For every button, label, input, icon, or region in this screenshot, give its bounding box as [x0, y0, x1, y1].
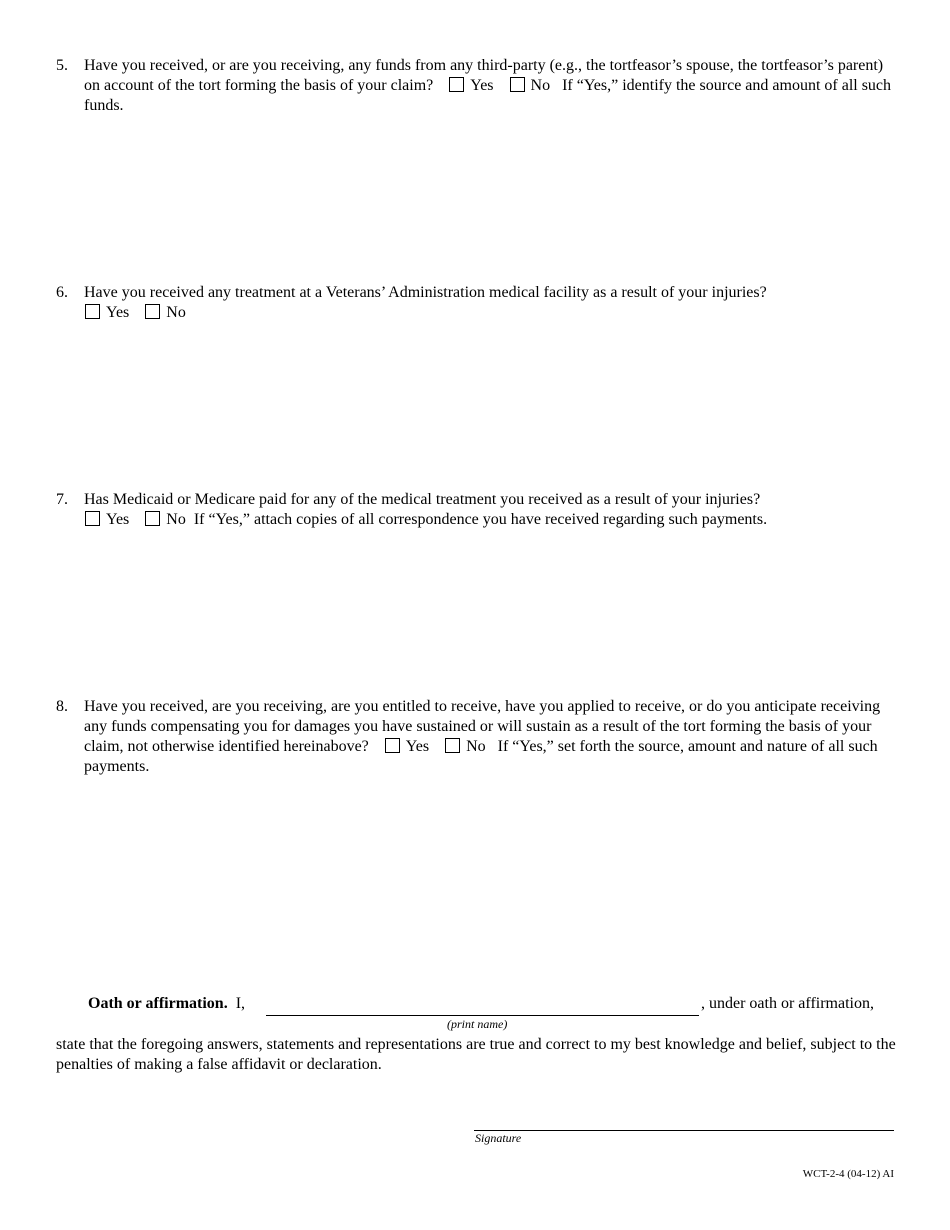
question-text: Have you received, or are you receiving, any funds from any third-party (e.g., the tortfeasor’s spouse, the tortfeasor’s parent) on account of the tort forming the basis of your claim? [84, 57, 884, 94]
question-number: 8. [56, 698, 68, 715]
no-label: No [530, 77, 551, 94]
question-number: 6. [56, 284, 68, 301]
question-5 [56, 56, 896, 116]
question-text: Have you received, are you receiving, are you entitled to receive, have you applied to receive, or do you anticipate receiving any funds compensating you for damages you have sustained or will sustain as a result of the tort forming the basis of your claim, not otherwise identified hereinabove? [84, 698, 881, 755]
no-checkbox[interactable] [145, 511, 160, 526]
yes-checkbox[interactable] [85, 511, 100, 526]
question-instruction: If “Yes,” attach copies of all correspondence you have received regarding such payments. [193, 511, 768, 528]
signature-caption: Signature [475, 1131, 522, 1145]
question-6 [56, 283, 896, 323]
question-instruction: If “Yes,” identify the source and amount of all such funds. [84, 77, 892, 114]
question-number: 5. [56, 57, 68, 74]
no-checkbox[interactable] [510, 77, 525, 92]
yes-label: Yes [106, 511, 130, 528]
oath-lead-text: I, [235, 995, 246, 1012]
oath-under-text: , under oath or affirmation, [701, 995, 874, 1012]
yes-label: Yes [106, 304, 130, 321]
no-checkbox[interactable] [145, 304, 160, 319]
oath-statement: state that the foregoing answers, statements and representations are true and correct to my best knowledge and belief, subject to the penalties of making a false affidavit or declaration. [56, 1036, 896, 1073]
oath-lead [88, 995, 245, 1013]
no-label: No [166, 511, 186, 528]
print-name-caption: (print name) [447, 1017, 508, 1031]
question-8 [56, 697, 896, 777]
yes-label: Yes [405, 738, 430, 755]
yes-checkbox[interactable] [385, 738, 400, 753]
yes-checkbox[interactable] [449, 77, 464, 92]
question-7 [56, 490, 896, 530]
form-id: WCT-2-4 (04-12) AI [802, 1168, 894, 1180]
question-text: Has Medicaid or Medicare paid for any of the medical treatment you received as a result of your injuries? [84, 491, 761, 508]
question-text: Have you received any treatment at a Veterans’ Administration medical facility as a result of your injuries? [84, 284, 767, 301]
yes-checkbox[interactable] [85, 304, 100, 319]
print-name-field[interactable] [266, 1015, 699, 1016]
no-label: No [466, 738, 486, 755]
question-number: 7. [56, 491, 68, 508]
signature-field[interactable] [474, 1130, 894, 1131]
question-instruction: If “Yes,” set forth the source, amount and nature of all such payments. [84, 738, 878, 775]
oath-heading: Oath or affirmation. [88, 995, 228, 1012]
yes-label: Yes [470, 77, 494, 94]
no-label: No [166, 304, 186, 321]
no-checkbox[interactable] [445, 738, 460, 753]
